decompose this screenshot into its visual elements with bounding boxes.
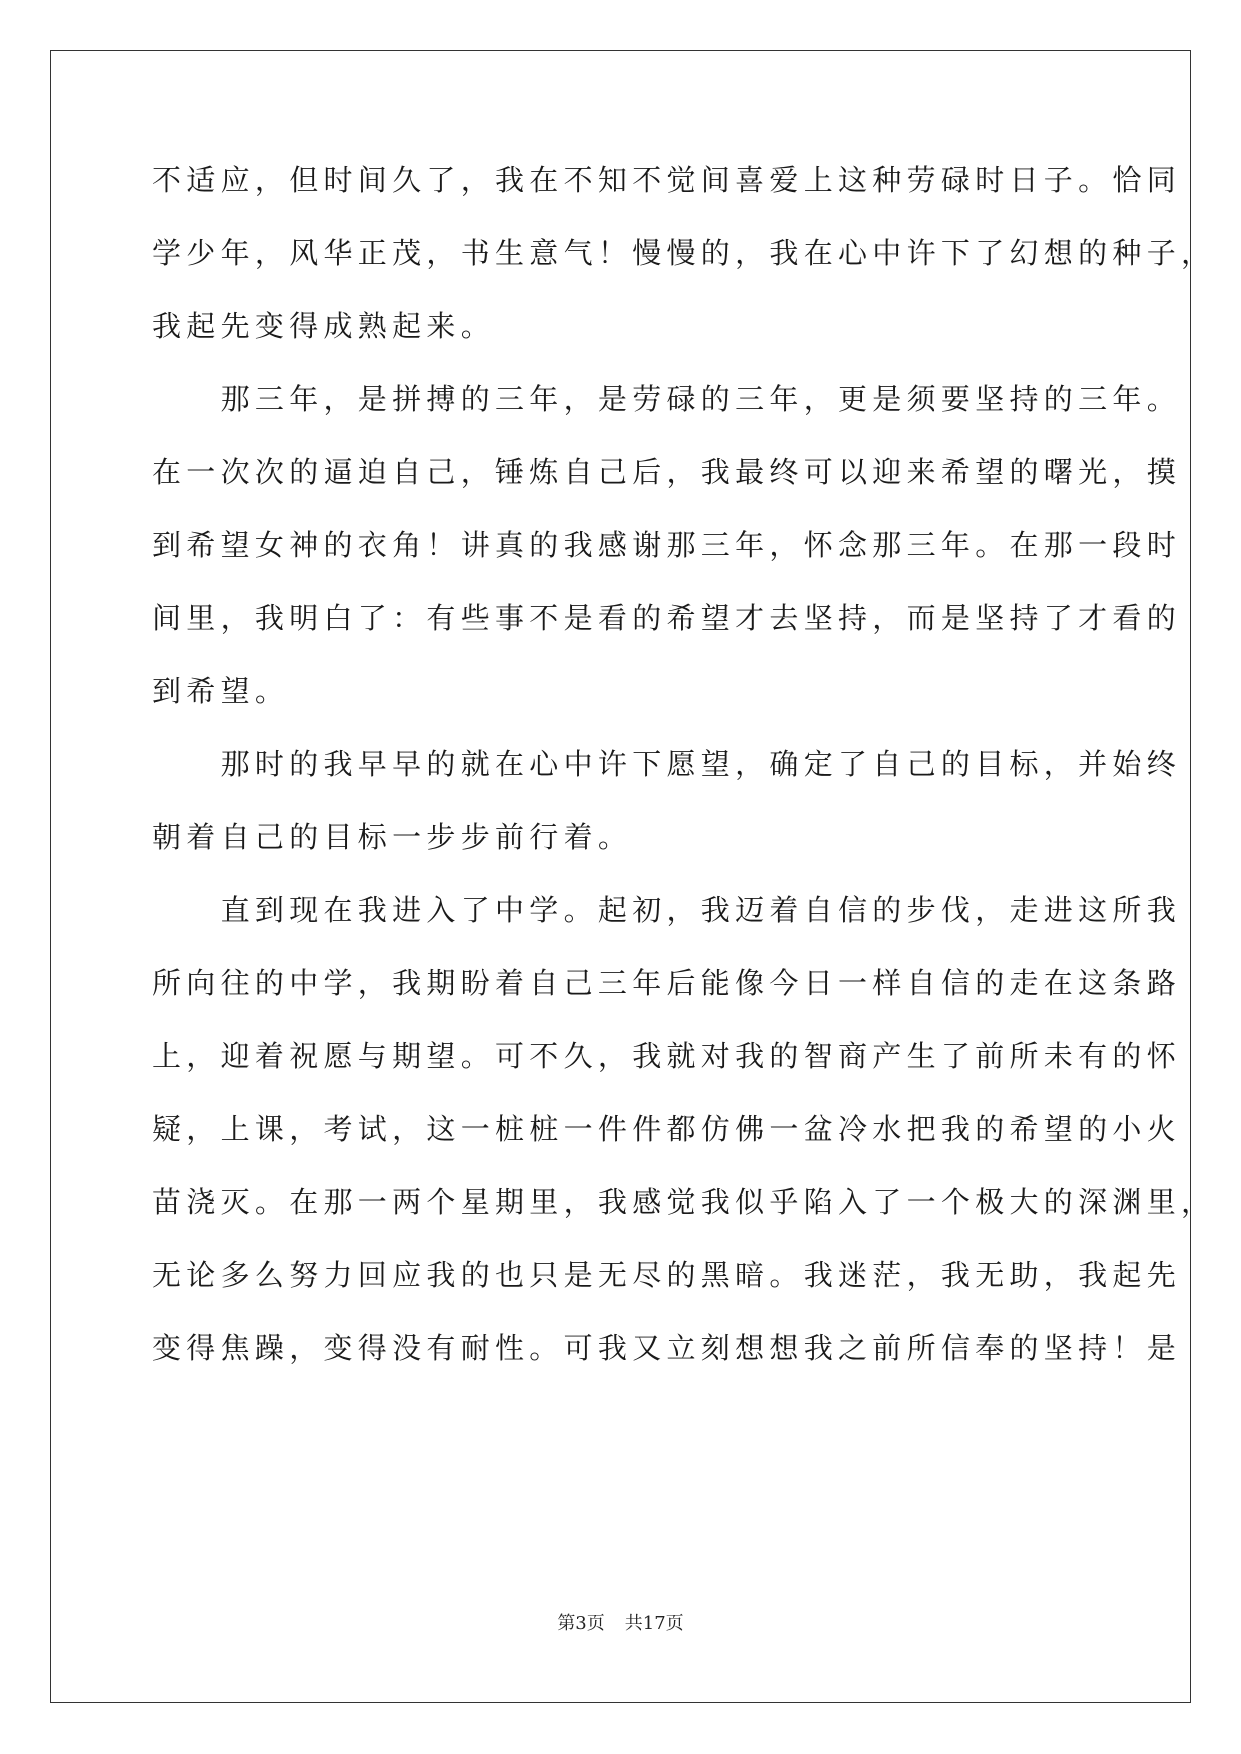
text-line-11: 直到现在我进入了中学。起初，我迈着自信的步伐，走进这所我: [152, 893, 1182, 927]
text-line-7: 间里，我明白了：有些事不是看的希望才去坚持，而是坚持了才看的: [152, 601, 1182, 635]
text-line-9: 那时的我早早的就在心中许下愿望，确定了自己的目标，并始终: [152, 747, 1182, 781]
text-line-16: 无论多么努力回应我的也只是无尽的黑暗。我迷茫，我无助，我起先: [152, 1258, 1182, 1292]
text-line-15: 苗浇灭。在那一两个星期里，我感觉我似乎陷入了一个极大的深渊里，: [152, 1185, 1216, 1219]
text-line-17: 变得焦躁，变得没有耐性。可我又立刻想想我之前所信奉的坚持！是: [152, 1331, 1182, 1365]
page-total: 共17页: [624, 1613, 684, 1634]
page-border: [50, 50, 1191, 1703]
text-line-13: 上，迎着祝愿与期望。可不久，我就对我的智商产生了前所未有的怀: [152, 1039, 1182, 1073]
text-line-4: 那三年，是拼搏的三年，是劳碌的三年，更是须要坚持的三年。: [152, 382, 1182, 416]
text-line-1: 不适应，但时间久了，我在不知不觉间喜爱上这种劳碌时日子。恰同: [152, 163, 1182, 197]
text-line-3: 我起先变得成熟起来。: [152, 309, 496, 343]
text-line-14: 疑，上课，考试，这一桩桩一件件都仿佛一盆冷水把我的希望的小火: [152, 1112, 1182, 1146]
text-line-12: 所向往的中学，我期盼着自己三年后能像今日一样自信的走在这条路: [152, 966, 1182, 1000]
text-line-8: 到希望。: [152, 674, 290, 708]
text-line-6: 到希望女神的衣角！讲真的我感谢那三年，怀念那三年。在那一段时: [152, 528, 1182, 562]
page-footer: [0, 1612, 1241, 1636]
text-line-5: 在一次次的逼迫自己，锤炼自己后，我最终可以迎来希望的曙光，摸: [152, 455, 1182, 489]
page-number: 第3页: [557, 1613, 605, 1634]
text-line-2: 学少年，风华正茂，书生意气！慢慢的，我在心中许下了幻想的种子，: [152, 236, 1216, 270]
text-line-10: 朝着自己的目标一步步前行着。: [152, 820, 633, 854]
